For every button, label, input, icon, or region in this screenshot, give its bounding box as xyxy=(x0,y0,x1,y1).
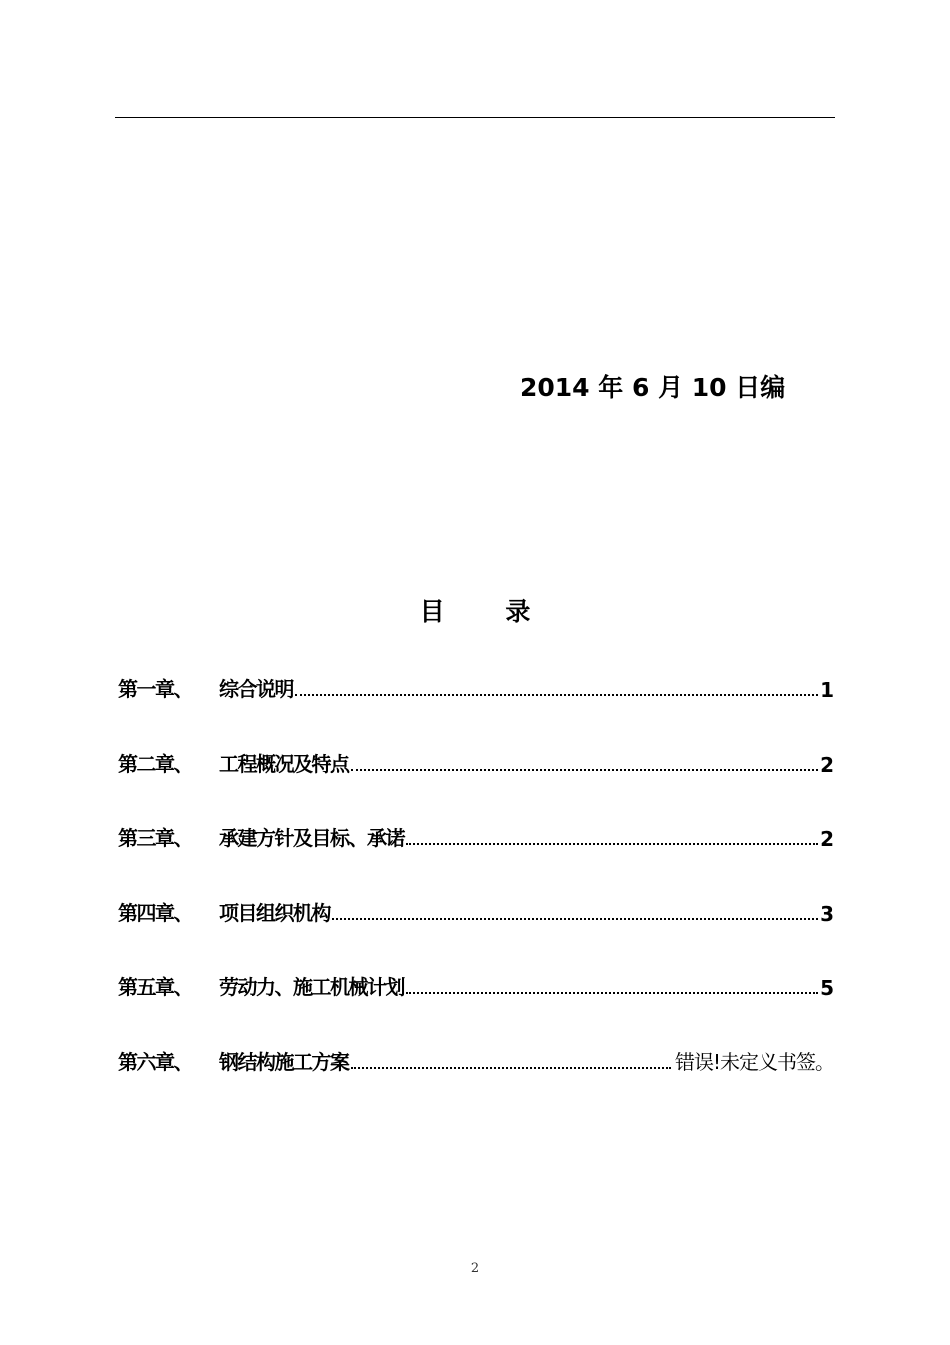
toc-dot-leader xyxy=(406,843,818,845)
toc-entry-name: 综合说明 xyxy=(219,677,293,701)
toc-entry-name: 工程概况及特点 xyxy=(219,751,349,776)
toc-chapter-label: 第一章、 xyxy=(118,677,192,701)
toc-title: 目 录 xyxy=(419,597,557,626)
toc-chapter-label: 第五章、 xyxy=(118,975,192,1000)
toc-entry-name: 钢结构施工方案 xyxy=(219,1049,349,1074)
date-line: 2014 年 6 月 10 日编 xyxy=(520,373,786,402)
toc-entry-1[interactable] xyxy=(118,670,834,702)
toc-entry-name: 项目组织机构 xyxy=(219,900,330,925)
toc-entry-3[interactable] xyxy=(118,819,834,851)
toc-entry-name: 承建方针及目标、承诺 xyxy=(219,826,404,851)
toc-dot-leader xyxy=(332,918,818,920)
toc-page-number: 1 xyxy=(820,678,834,702)
toc-entry-2[interactable] xyxy=(118,745,834,777)
toc-chapter-label: 第四章、 xyxy=(118,900,192,925)
header-rule xyxy=(115,117,835,118)
toc-entry-6[interactable] xyxy=(118,1043,834,1075)
toc-page-number: 5 xyxy=(820,976,834,1001)
toc-dot-leader xyxy=(351,1067,671,1069)
toc-entry-5[interactable] xyxy=(118,968,834,1000)
toc-page-number: 2 xyxy=(820,827,834,852)
toc-chapter-label: 第六章、 xyxy=(118,1049,192,1074)
toc-dot-leader xyxy=(406,992,818,994)
toc-dot-leader xyxy=(351,769,819,771)
page-number: 2 xyxy=(470,1261,480,1276)
toc-page-error: 错误!未定义书签。 xyxy=(674,1049,834,1074)
table-of-contents xyxy=(118,670,834,1118)
toc-entry-4[interactable] xyxy=(118,894,834,926)
toc-entry-name: 劳动力、施工机械计划 xyxy=(219,975,404,1000)
toc-page-number: 3 xyxy=(820,901,834,926)
toc-dot-leader xyxy=(295,694,818,696)
toc-chapter-label: 第二章、 xyxy=(118,751,192,776)
toc-chapter-label: 第三章、 xyxy=(118,826,192,851)
toc-page-number: 2 xyxy=(820,752,834,777)
